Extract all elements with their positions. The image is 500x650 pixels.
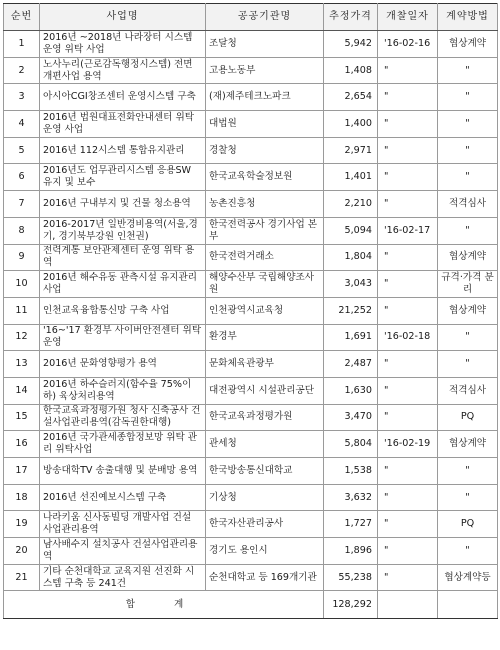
cell-contract-method: 협상계약등: [438, 564, 498, 591]
cell-estimated-price: 1,630: [324, 377, 378, 404]
table-row: [4, 244, 498, 271]
table-row: [4, 217, 498, 244]
cell-no: 17: [4, 458, 40, 485]
table-row: [4, 57, 498, 84]
cell-agency: 해양수산부 국립해양조사원: [206, 271, 324, 298]
cell-agency: 한국전력공사 경기사업 본부: [206, 217, 324, 244]
cell-estimated-price: 1,804: [324, 244, 378, 271]
cell-opening-date: ": [378, 351, 438, 378]
cell-no: 1: [4, 31, 40, 58]
cell-agency: 순천대학교 등 169개기관: [206, 564, 324, 591]
cell-opening-date: ": [378, 164, 438, 191]
cell-project-name: 2016년 구내부지 및 건물 청소용역: [40, 191, 206, 218]
cell-contract-method: ": [438, 458, 498, 485]
header-estimated-price: 추정가격: [324, 4, 378, 31]
cell-project-name: '16~'17 환경부 사이버안전센터 위탁 운영: [40, 324, 206, 351]
cell-opening-date: ": [378, 377, 438, 404]
cell-estimated-price: 1,896: [324, 538, 378, 565]
cell-estimated-price: 3,632: [324, 484, 378, 511]
cell-no: 21: [4, 564, 40, 591]
cell-opening-date: ": [378, 564, 438, 591]
cell-project-name: 방송대학TV 송출대행 및 분배망 용역: [40, 458, 206, 485]
cell-estimated-price: 5,094: [324, 217, 378, 244]
cell-no: 19: [4, 511, 40, 538]
cell-opening-date: ": [378, 137, 438, 164]
header-contract-method: 계약방법: [438, 4, 498, 31]
header-no: 순번: [4, 4, 40, 31]
table-row: [4, 324, 498, 351]
cell-project-name: 한국교육과정평가원 청사 신축공사 건설사업관리용역(감독권한대행): [40, 404, 206, 431]
table-row: [4, 484, 498, 511]
cell-no: 7: [4, 191, 40, 218]
cell-estimated-price: 1,401: [324, 164, 378, 191]
table-row: [4, 297, 498, 324]
cell-opening-date: '16-02-19: [378, 431, 438, 458]
cell-no: 18: [4, 484, 40, 511]
table-row: [4, 31, 498, 58]
table-row: [4, 271, 498, 298]
cell-no: 13: [4, 351, 40, 378]
cell-project-name: 2016년 법원대표전화안내센터 위탁 운영 사업: [40, 111, 206, 138]
cell-project-name: 2016년도 업무관리시스템 응용SW 유지 및 보수: [40, 164, 206, 191]
cell-estimated-price: 1,408: [324, 57, 378, 84]
cell-estimated-price: 1,727: [324, 511, 378, 538]
cell-agency: 관세청: [206, 431, 324, 458]
cell-contract-method: 협상계약: [438, 31, 498, 58]
table-body: [4, 31, 498, 591]
cell-agency: 대전광역시 시설관리공단: [206, 377, 324, 404]
cell-opening-date: ": [378, 57, 438, 84]
cell-estimated-price: 21,252: [324, 297, 378, 324]
cell-opening-date: ": [378, 511, 438, 538]
cell-contract-method: 적격심사: [438, 191, 498, 218]
total-empty-date: [378, 591, 438, 619]
cell-no: 12: [4, 324, 40, 351]
header-opening-date: 개찰일자: [378, 4, 438, 31]
table-row: [4, 137, 498, 164]
cell-project-name: 2016년 하수슬러지(함수율 75%이하) 육상처리용역: [40, 377, 206, 404]
cell-opening-date: '16-02-18: [378, 324, 438, 351]
cell-opening-date: ": [378, 111, 438, 138]
cell-agency: (재)제주테크노파크: [206, 84, 324, 111]
cell-contract-method: 협상계약: [438, 244, 498, 271]
cell-estimated-price: 1,400: [324, 111, 378, 138]
cell-agency: 조달청: [206, 31, 324, 58]
table-row: [4, 84, 498, 111]
cell-opening-date: ": [378, 84, 438, 111]
cell-agency: 한국자산관리공사: [206, 511, 324, 538]
cell-opening-date: '16-02-17: [378, 217, 438, 244]
cell-opening-date: ": [378, 404, 438, 431]
cell-agency: 경찰청: [206, 137, 324, 164]
cell-no: 3: [4, 84, 40, 111]
cell-agency: 대법원: [206, 111, 324, 138]
cell-project-name: 2016-2017년 일반경비용역(서울,경기, 경기북부강원 인천권): [40, 217, 206, 244]
cell-contract-method: ": [438, 351, 498, 378]
cell-project-name: 기타 순천대학교 교육지원 선진화 시스템 구축 등 241건: [40, 564, 206, 591]
procurement-table-container: [3, 3, 497, 647]
table-row: [4, 377, 498, 404]
cell-agency: 한국교육과정평가원: [206, 404, 324, 431]
cell-project-name: 인천교육융합통신망 구축 사업: [40, 297, 206, 324]
cell-no: 5: [4, 137, 40, 164]
cell-estimated-price: 1,691: [324, 324, 378, 351]
cell-contract-method: ": [438, 164, 498, 191]
cell-no: 8: [4, 217, 40, 244]
cell-no: 16: [4, 431, 40, 458]
cell-no: 4: [4, 111, 40, 138]
cell-no: 11: [4, 297, 40, 324]
cell-contract-method: ": [438, 111, 498, 138]
header-project-name: 사업명: [40, 4, 206, 31]
cell-contract-method: 규격·가격 분리: [438, 271, 498, 298]
cell-no: 20: [4, 538, 40, 565]
cell-agency: 한국방송통신대학교: [206, 458, 324, 485]
cell-opening-date: ": [378, 297, 438, 324]
cell-opening-date: '16-02-16: [378, 31, 438, 58]
cell-contract-method: PQ: [438, 511, 498, 538]
cell-contract-method: 협상계약: [438, 297, 498, 324]
cell-no: 6: [4, 164, 40, 191]
total-value: 128,292: [324, 591, 378, 619]
cell-estimated-price: 3,470: [324, 404, 378, 431]
cell-opening-date: ": [378, 538, 438, 565]
cell-no: 2: [4, 57, 40, 84]
cell-estimated-price: 5,804: [324, 431, 378, 458]
cell-project-name: 전력계통 보안관제센터 운영 위탁 용역: [40, 244, 206, 271]
cell-estimated-price: 3,043: [324, 271, 378, 298]
header-agency: 공공기관명: [206, 4, 324, 31]
total-label: 합 계: [4, 591, 324, 619]
cell-estimated-price: 5,942: [324, 31, 378, 58]
cell-estimated-price: 2,487: [324, 351, 378, 378]
cell-agency: 한국교육학술정보원: [206, 164, 324, 191]
cell-estimated-price: 2,654: [324, 84, 378, 111]
table-row: [4, 404, 498, 431]
table-row: [4, 431, 498, 458]
cell-no: 15: [4, 404, 40, 431]
cell-contract-method: PQ: [438, 404, 498, 431]
cell-contract-method: ": [438, 57, 498, 84]
cell-agency: 고용노동부: [206, 57, 324, 84]
table-row: [4, 538, 498, 565]
table-row: [4, 564, 498, 591]
procurement-table: [3, 3, 498, 619]
header-row: [4, 4, 498, 31]
cell-no: 9: [4, 244, 40, 271]
cell-agency: 환경부: [206, 324, 324, 351]
cell-agency: 한국전력거래소: [206, 244, 324, 271]
table-row: [4, 164, 498, 191]
cell-estimated-price: 1,538: [324, 458, 378, 485]
cell-estimated-price: 2,210: [324, 191, 378, 218]
cell-project-name: 2016년 112시스템 통합유지관리: [40, 137, 206, 164]
table-row: [4, 511, 498, 538]
cell-opening-date: ": [378, 484, 438, 511]
cell-contract-method: ": [438, 484, 498, 511]
cell-opening-date: ": [378, 244, 438, 271]
cell-agency: 문화체육관광부: [206, 351, 324, 378]
cell-contract-method: ": [438, 217, 498, 244]
cell-agency: 농촌진흥청: [206, 191, 324, 218]
table-row: [4, 351, 498, 378]
table-row: [4, 458, 498, 485]
cell-project-name: 남사배수지 설치공사 건설사업관리용역: [40, 538, 206, 565]
cell-no: 10: [4, 271, 40, 298]
cell-opening-date: ": [378, 191, 438, 218]
cell-estimated-price: 55,238: [324, 564, 378, 591]
cell-contract-method: ": [438, 84, 498, 111]
total-row: [4, 591, 498, 619]
cell-opening-date: ": [378, 458, 438, 485]
cell-contract-method: ": [438, 324, 498, 351]
cell-opening-date: ": [378, 271, 438, 298]
total-empty-method: [438, 591, 498, 619]
cell-agency: 인천광역시교육청: [206, 297, 324, 324]
cell-project-name: 2016년 문화영향평가 용역: [40, 351, 206, 378]
cell-project-name: 노사누리(근로감독행정시스템) 전면 개편사업 용역: [40, 57, 206, 84]
cell-agency: 기상청: [206, 484, 324, 511]
cell-project-name: 아시아CGI창조센터 운영시스템 구축: [40, 84, 206, 111]
cell-estimated-price: 2,971: [324, 137, 378, 164]
cell-agency: 경기도 용인시: [206, 538, 324, 565]
cell-contract-method: 적격심사: [438, 377, 498, 404]
cell-project-name: 2016년 ~2018년 나라장터 시스템 운영 위탁 사업: [40, 31, 206, 58]
cell-contract-method: 협상계약: [438, 431, 498, 458]
table-row: [4, 111, 498, 138]
cell-project-name: 나라키움 신사동빌딩 개발사업 건설 사업관리용역: [40, 511, 206, 538]
cell-project-name: 2016년 해수유동 관측시설 유지관리 사업: [40, 271, 206, 298]
cell-project-name: 2016년 선진예보시스템 구축: [40, 484, 206, 511]
cell-contract-method: ": [438, 538, 498, 565]
cell-contract-method: ": [438, 137, 498, 164]
cell-project-name: 2016년 국가관세종합정보망 위탁 관리 위탁사업: [40, 431, 206, 458]
cell-no: 14: [4, 377, 40, 404]
table-row: [4, 191, 498, 218]
